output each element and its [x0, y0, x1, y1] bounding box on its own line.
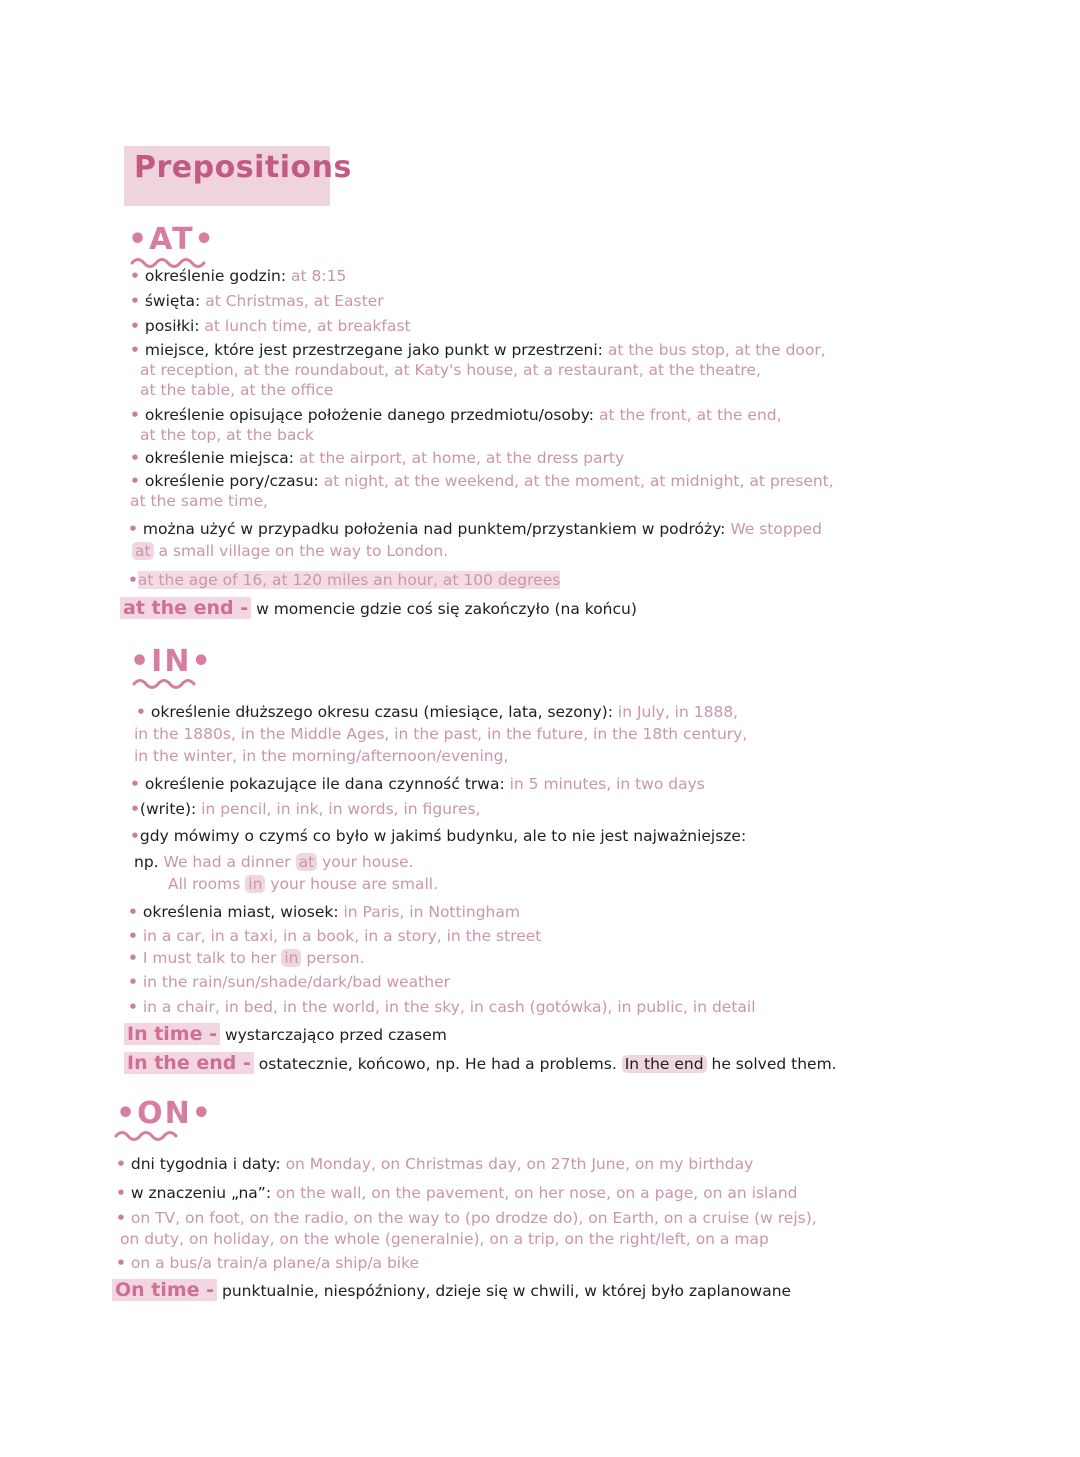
at-line-7: • określenie opisujące położenie danego przedmiotu/osoby: at the front, at the end,	[130, 406, 782, 424]
in-line-1: • określenie dłuższego okresu czasu (miesiące, lata, sezony): in July, in 1888,	[136, 703, 739, 721]
on-phrase: On time - punktualnie, niespóźniony, dzieje się w chwili, w której było zaplanowane	[112, 1280, 791, 1301]
in-line-12: • in the rain/sun/shade/dark/bad weather	[128, 973, 450, 991]
at-line-9: • określenie miejsca: at the airport, at home, at the dress party	[130, 449, 625, 467]
in-line-3: in the winter, in the morning/afternoon/evening,	[134, 747, 509, 765]
at-line-1: • określenie godzin: at 8:15	[130, 267, 347, 285]
at-line-6: at the table, at the office	[140, 381, 334, 399]
in-line-9: • określenia miast, wiosek: in Paris, in Nottingham	[128, 903, 520, 921]
in-line-4: • określenie pokazujące ile dana czynność trwa: in 5 minutes, in two days	[130, 775, 705, 793]
at-line-5: at reception, at the roundabout, at Katy's house, at a restaurant, at the theatre,	[140, 361, 761, 379]
section-heading-in: •IN•	[130, 644, 213, 679]
on-line-3: • on TV, on foot, on the radio, on the way to (po drodze do), on Earth, on a cruise (w rejs),	[116, 1209, 817, 1227]
at-line-11: at the same time,	[130, 492, 268, 510]
on-line-2: • w znaczeniu „na”: on the wall, on the pavement, on her nose, on a page, on an island	[116, 1184, 798, 1202]
in-line-2: in the 1880s, in the Middle Ages, in the past, in the future, in the 18th century,	[134, 725, 748, 743]
at-phrase: at the end - w momencie gdzie coś się zakończyło (na końcu)	[120, 598, 637, 619]
on-line-1: • dni tygodnia i daty: on Monday, on Christmas day, on 27th June, on my birthday	[116, 1155, 754, 1173]
in-line-7: np. We had a dinner at your house.	[134, 853, 414, 871]
page-title: Prepositions	[134, 150, 352, 185]
in-line-6: •gdy mówimy o czymś co było w jakimś budynku, ale to nie jest najważniejsze:	[130, 827, 747, 845]
in-line-8: All rooms in your house are small.	[168, 875, 438, 893]
at-line-4: • miejsce, które jest przestrzegane jako punkt w przestrzeni: at the bus stop, at the door,	[130, 341, 826, 359]
at-line-13: at a small village on the way to London.	[132, 541, 448, 561]
section-heading-on: •ON•	[116, 1096, 213, 1131]
on-line-5: • on a bus/a train/a plane/a ship/a bike	[116, 1254, 420, 1272]
in-line-13: • in a chair, in bed, in the world, in the sky, in cash (gotówka), in public, in detail	[128, 998, 756, 1016]
in-phrase-1: In time - wystarczająco przed czasem	[124, 1024, 447, 1045]
squiggle-underline	[132, 676, 198, 690]
squiggle-underline	[114, 1128, 180, 1142]
in-phrase-2: In the end - ostatecznie, końcowo, np. He had a problems. In the end he solved them.	[124, 1053, 837, 1074]
at-line-14: •at the age of 16, at 120 miles an hour, at 100 degrees	[128, 571, 561, 589]
at-line-12: • można użyć w przypadku położenia nad punktem/przystankiem w podróży: We stopped	[128, 520, 822, 538]
in-line-5: •(write): in pencil, in ink, in words, in figures,	[130, 800, 481, 818]
on-line-4: on duty, on holiday, on the whole (generalnie), on a trip, on the right/left, on a map	[120, 1230, 769, 1248]
at-line-2: • święta: at Christmas, at Easter	[130, 292, 384, 310]
at-line-10: • określenie pory/czasu: at night, at the weekend, at the moment, at midnight, at present,	[130, 472, 834, 490]
at-line-3: • posiłki: at lunch time, at breakfast	[130, 317, 411, 335]
in-line-11: • I must talk to her in person.	[128, 949, 365, 967]
at-line-8: at the top, at the back	[140, 426, 314, 444]
in-line-10: • in a car, in a taxi, in a book, in a story, in the street	[128, 927, 542, 945]
section-heading-at: •AT•	[128, 222, 216, 257]
